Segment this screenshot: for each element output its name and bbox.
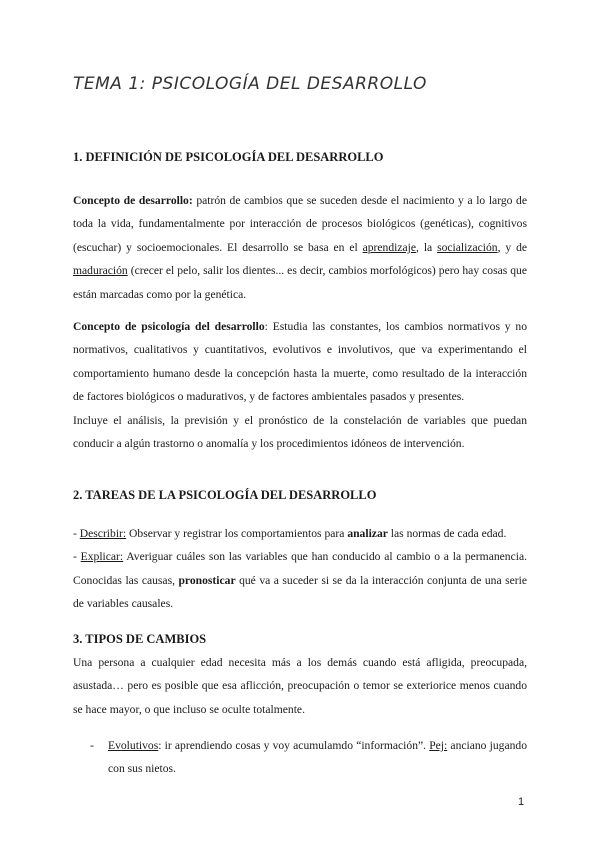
section-1-heading: 1. DEFINICIÓN DE PSICOLOGÍA DEL DESARROLLO [73, 150, 384, 164]
text-span: Averiguar cuáles son las variables que han conducido al cambio o a la permanencia. Conocidas las causas, [73, 550, 527, 587]
term-describir: Describir: [79, 527, 127, 540]
paragraph-concepto-desarrollo [73, 189, 527, 306]
term-evolutivos: Evolutivos [108, 739, 159, 752]
text-span: Incluye el análisis, la previsión y el pronóstico de la constelación de variables que puedan conducir a algún trastorno o anomalía y los procedimientos idóneos de intervención. [73, 413, 527, 451]
text-span: , la [416, 240, 438, 254]
paragraph-tipos-cambios: Una persona a cualquier edad necesita más a los demás cuando está afligida, preocupada, asustada… pero es posible que esa aflicción, preocupación o temor se exteriorice menos cuando se hace mayor, o que incluso se oculte totalmente. [73, 656, 527, 716]
term-socializacion: socialización [437, 240, 498, 254]
section-2-heading: 2. TAREAS DE LA PSICOLOGÍA DEL DESARROLLO [73, 488, 377, 502]
paragraph-concepto-psicologia [73, 315, 527, 455]
term-concepto-desarrollo: Concepto de desarrollo: [73, 194, 193, 207]
dash: - [73, 550, 81, 564]
term-analizar: analizar [347, 527, 388, 540]
page-number: 1 [518, 796, 525, 808]
term-aprendizaje: aprendizaje [362, 240, 417, 254]
text-span: las normas de cada edad. [387, 527, 507, 540]
term-explicar: Explicar: [80, 550, 124, 564]
text-span: Observar y registrar los comportamientos para [126, 527, 348, 540]
list-item-evolutivos [108, 734, 527, 781]
section-3-heading: 3. TIPOS DE CAMBIOS [73, 632, 207, 646]
term-pronosticar: pronosticar [178, 573, 236, 587]
text-span: (crecer el pelo, salir los dientes... es decir, cambios morfológicos) pero hay cosas que están marcadas como por la genética. [73, 264, 527, 301]
text-span: qué va a suceder si se da la interacción conjunta de una serie de variables causales. [73, 573, 527, 611]
bullet-dash: - [90, 738, 94, 752]
term-pej: Pej: [429, 739, 448, 752]
term-concepto-psicologia: Concepto de psicología del desarrollo [73, 320, 265, 333]
dash: - [73, 527, 80, 540]
text-span: , y de [497, 240, 528, 254]
text-span: anciano jugando con sus nietos. [108, 739, 527, 776]
list-item-describir [73, 522, 527, 616]
term-maduracion: maduración [73, 264, 128, 278]
text-span: : ir aprendiendo cosas y voy acumulamdo “información”. [158, 739, 430, 752]
text-span: patrón de cambios que se suceden desde el nacimiento y a lo largo de toda la vida, fundamentalmente por interacción de procesos biológicos (genéticas), cognitivos (escuchar) y socioemocionales. El desarrollo se basa en el [73, 194, 527, 254]
text-span: : Estudia las constantes, los cambios normativos y no normativos, cualitativos y cuantitativos, evolutivos e involutivos, que va experimentando el comportamiento humano desde la concepción hasta la muerte, como resultado de la interacción de factores biológicos o madurativos, y de factores ambientales pasados y presentes. [73, 320, 527, 404]
document-title: TEMA 1: PSICOLOGÍA DEL DESARROLLO [73, 74, 427, 94]
